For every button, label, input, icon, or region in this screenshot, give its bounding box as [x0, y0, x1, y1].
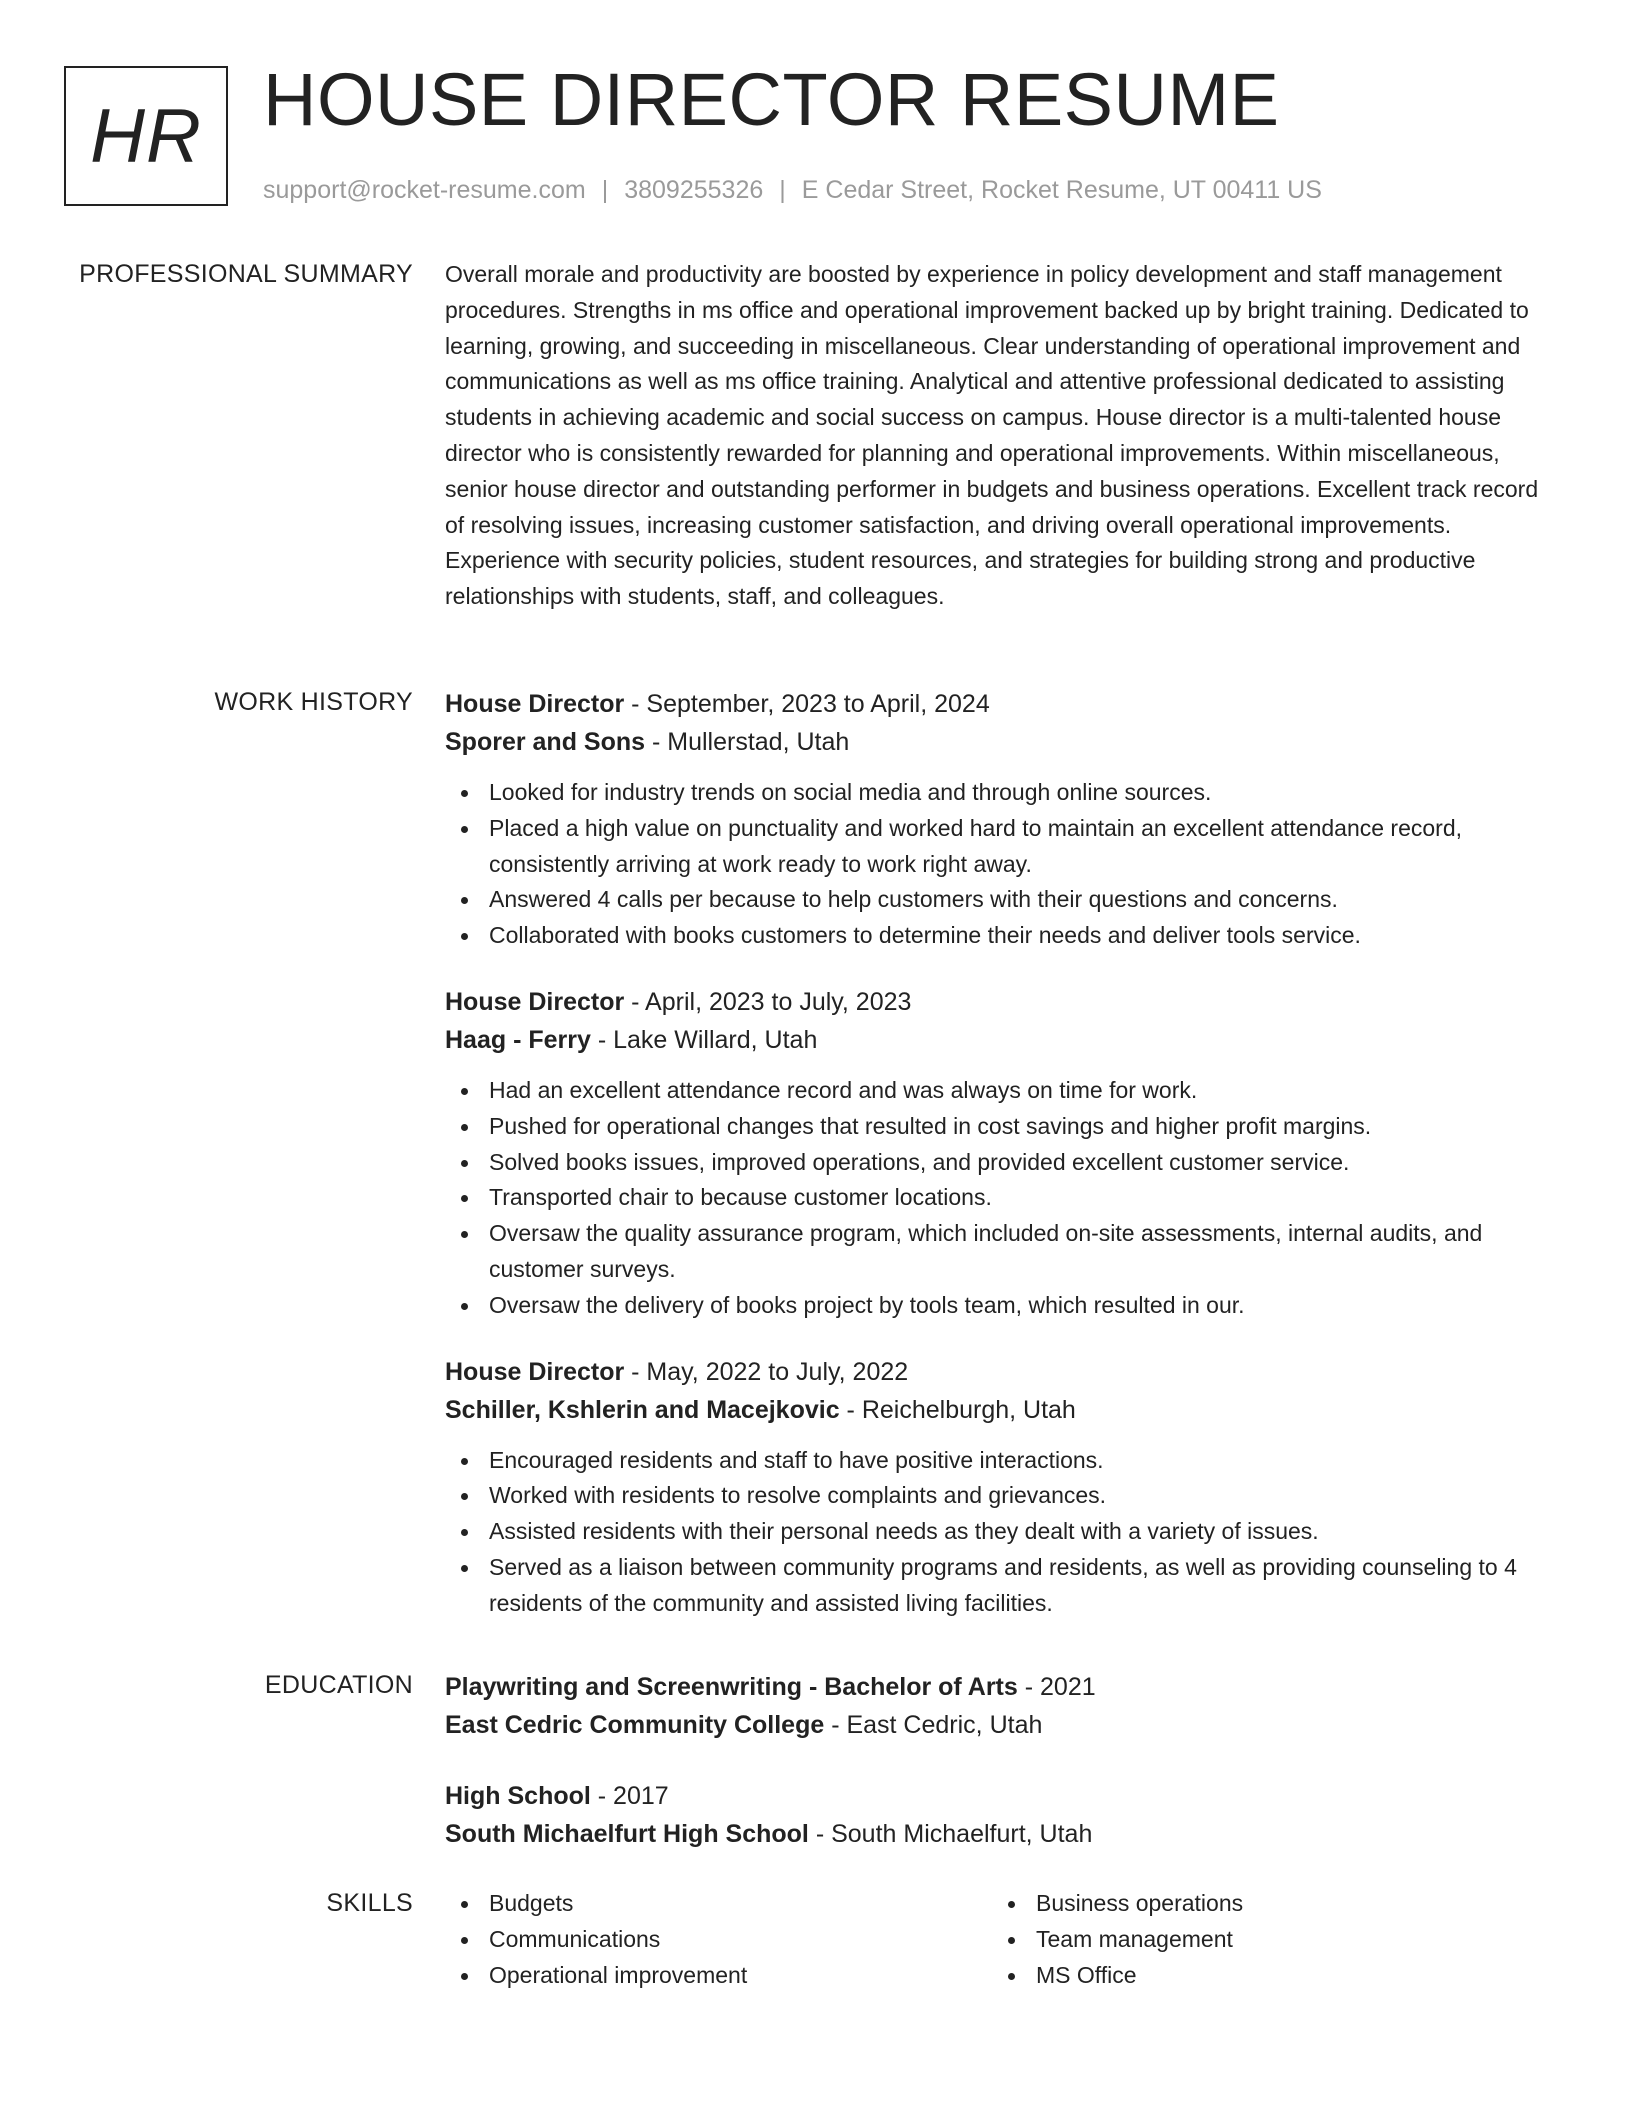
- job-dates: - September, 2023 to April, 2024: [624, 690, 990, 718]
- education-school: South Michaelfurt High School: [445, 1820, 809, 1848]
- job-dates: - May, 2022 to July, 2022: [624, 1357, 909, 1386]
- job-bullets: [445, 1073, 1555, 1324]
- summary-paragraph: Overall morale and productivity are boosted by experience in policy development and staff management procedures. Strengths in ms office and operational improvement backed up by bright training. Dedicated to learning, growing, and succeeding in miscellaneous. Clear understanding of operational improvement and communications as well as ms office training. Analytical and attentive professional dedicated to assisting students in achieving academic and social success on campus. House director is a multi-talented house director who is consistently rewarded for planning and operational improvements. Within miscellaneous, senior house director and outstanding performer in budgets and business operations. Excellent track record of resolving issues, increasing customer satisfaction, and driving overall operational improvements. Experience with security policies, student resources, and strategies for building strong and productive relationships with students, staff, and colleagues.: [445, 261, 1539, 610]
- job-bullet: Served as a liaison between community programs and residents, as well as providing counseling to 4 residents of the community and assisted living facilities.: [445, 1550, 1555, 1622]
- section-heading-work-history: WORK HISTORY: [214, 688, 413, 716]
- job-company: Schiller, Kshlerin and Macejkovic: [445, 1395, 840, 1424]
- education-entry: [445, 1668, 1555, 1744]
- job-title-line: [445, 983, 1555, 1021]
- skill-item: Communications: [445, 1922, 992, 1958]
- contact-address: E Cedar Street, Rocket Resume, UT 00411 US: [801, 176, 1322, 204]
- job-location: - Reichelburgh, Utah: [839, 1395, 1076, 1424]
- section-heading-education: EDUCATION: [264, 1671, 413, 1699]
- education-school-line: [445, 1815, 1555, 1853]
- skill-item: Operational improvement: [445, 1958, 992, 1994]
- skills-list-left: [445, 1886, 992, 1993]
- section-heading-skills: SKILLS: [326, 1889, 413, 1917]
- job-title: House Director: [445, 987, 625, 1016]
- job-bullet: Had an excellent attendance record and was always on time for work.: [445, 1073, 1555, 1109]
- education-degree: Playwriting and Screenwriting - Bachelor of Arts: [445, 1673, 1018, 1701]
- skills-columns: [445, 1886, 1555, 1993]
- education-location: - South Michaelfurt, Utah: [808, 1820, 1093, 1848]
- job-bullet: Looked for industry trends on social media and through online sources.: [445, 775, 1555, 811]
- work-history-body: [445, 685, 1555, 1622]
- job-title: House Director: [445, 690, 625, 718]
- job-bullet: Assisted residents with their personal needs as they dealt with a variety of issues.: [445, 1514, 1555, 1550]
- education-degree-line: [445, 1777, 1555, 1815]
- contact-phone: 3809255326: [624, 176, 764, 204]
- job-bullet: Worked with residents to resolve complaints and grievances.: [445, 1478, 1555, 1514]
- education-year: - 2021: [1017, 1673, 1096, 1701]
- job-title-line: [445, 685, 1555, 723]
- contact-line: [263, 173, 1322, 207]
- job-bullet: Oversaw the delivery of books project by tools team, which resulted in our.: [445, 1288, 1555, 1324]
- education-degree-line: [445, 1668, 1555, 1706]
- contact-separator: |: [779, 176, 786, 204]
- skill-item: Team management: [992, 1922, 1539, 1958]
- job-bullet: Pushed for operational changes that resulted in cost savings and higher profit margins.: [445, 1109, 1555, 1145]
- job-title: House Director: [445, 1357, 625, 1386]
- education-year: - 2017: [590, 1782, 669, 1810]
- skills-list-right: [992, 1886, 1539, 1993]
- job-bullets: [445, 1443, 1555, 1622]
- education-school-line: [445, 1706, 1555, 1744]
- job-location: - Mullerstad, Utah: [645, 728, 850, 756]
- job-bullet: Encouraged residents and staff to have positive interactions.: [445, 1443, 1555, 1479]
- job-company: Haag - Ferry: [445, 1025, 591, 1054]
- summary-body: [445, 257, 1555, 615]
- job-company-line: [445, 723, 1555, 761]
- monogram-logo: HR: [64, 66, 228, 206]
- job-title-line: [445, 1353, 1555, 1391]
- job-bullet: Oversaw the quality assurance program, which included on-site assessments, internal audits, and customer surveys.: [445, 1216, 1555, 1288]
- job-company-line: [445, 1391, 1555, 1429]
- job-company: Sporer and Sons: [445, 728, 646, 756]
- job-bullet: Collaborated with books customers to determine their needs and deliver tools service.: [445, 918, 1555, 954]
- section-heading-summary: PROFESSIONAL SUMMARY: [79, 260, 413, 288]
- job-location: - Lake Willard, Utah: [590, 1025, 818, 1054]
- education-entry: [445, 1777, 1555, 1853]
- education-body: [445, 1668, 1555, 1853]
- skill-item: Business operations: [992, 1886, 1539, 1922]
- education-school: East Cedric Community College: [445, 1711, 825, 1739]
- page-title: HOUSE DIRECTOR RESUME: [263, 58, 1280, 141]
- job-entry: [445, 685, 1555, 954]
- job-bullet: Solved books issues, improved operations, and provided excellent customer service.: [445, 1145, 1555, 1181]
- job-entry: [445, 1353, 1555, 1622]
- contact-separator: |: [601, 176, 609, 204]
- job-bullet: Transported chair to because customer locations.: [445, 1180, 1555, 1216]
- job-bullets: [445, 775, 1555, 954]
- job-company-line: [445, 1021, 1555, 1059]
- contact-email: support@rocket-resume.com: [263, 176, 586, 204]
- education-location: - East Cedric, Utah: [824, 1711, 1043, 1739]
- skill-item: MS Office: [992, 1958, 1539, 1994]
- job-entry: [445, 983, 1555, 1324]
- education-degree: High School: [445, 1782, 591, 1810]
- skills-body: [445, 1886, 1555, 1993]
- skill-item: Budgets: [445, 1886, 992, 1922]
- job-bullet: Placed a high value on punctuality and worked hard to maintain an excellent attendance record, consistently arriving at work ready to work right away.: [445, 811, 1555, 883]
- job-bullet: Answered 4 calls per because to help customers with their questions and concerns.: [445, 882, 1555, 918]
- job-dates: - April, 2023 to July, 2023: [624, 987, 912, 1016]
